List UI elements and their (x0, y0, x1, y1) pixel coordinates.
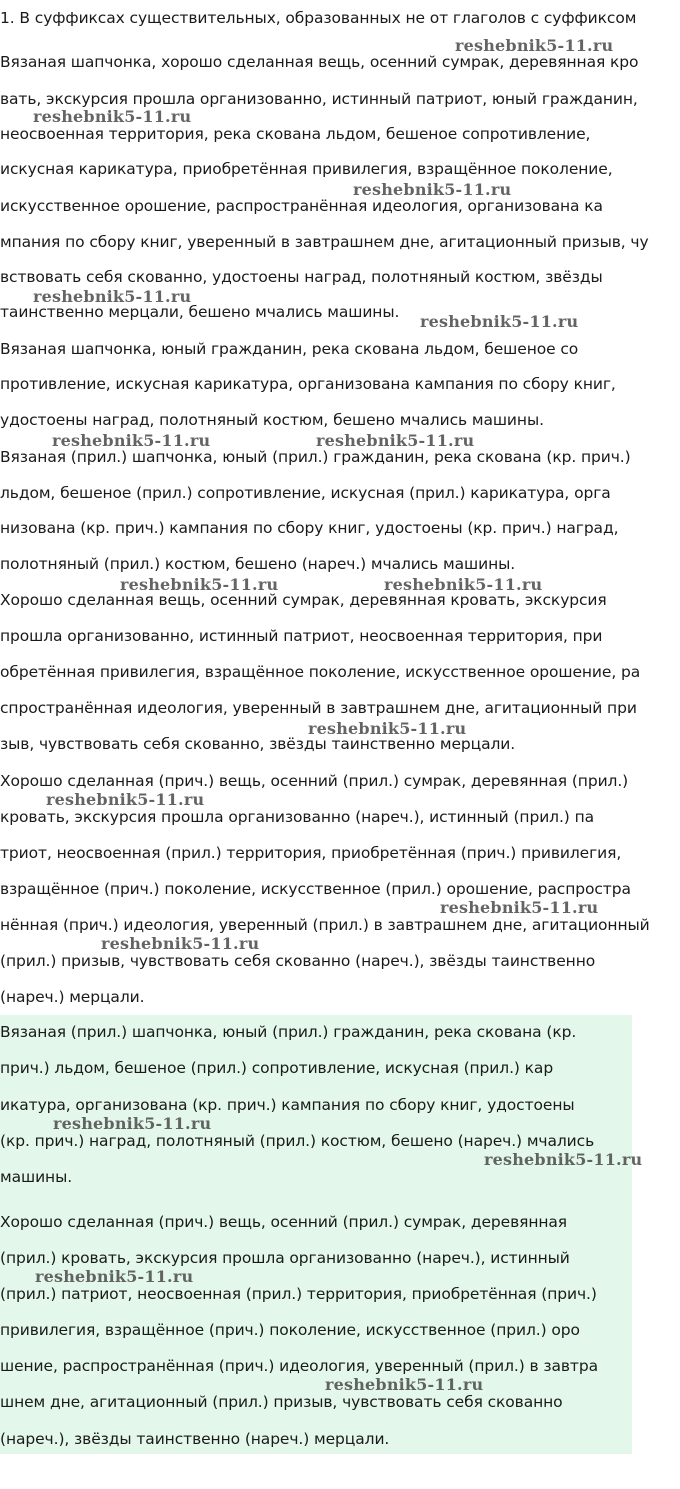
text-line: удостоены наград, полотняный костюм, бешено мчались машины. (0, 411, 544, 429)
answer-line: Хорошо сделанная (прич.) вещь, осенний (прил.) сумрак, деревянная (0, 1213, 568, 1231)
answer-line: икатура, организована (кр. прич.) кампания по сбору книг, удостоены (0, 1096, 575, 1114)
answer-line: машины. (0, 1168, 73, 1186)
text-line: спространённая идеология, уверенный в завтрашнем дне, агитационный при (0, 699, 637, 717)
watermark-text: reshebnik5-11.ru (316, 431, 475, 450)
text-line: мпания по сбору книг, уверенный в завтрашнем дне, агитационный призыв, чу (0, 233, 649, 251)
text-line: таинственно мерцали, бешено мчались машины. (0, 303, 400, 321)
text-line: Вязаная шапчонка, хорошо сделанная вещь, осенний сумрак, деревянная кро (0, 53, 639, 71)
watermark-text: reshebnik5-11.ru (484, 1150, 643, 1169)
text-line: льдом, бешеное (прил.) сопротивление, искусная (прил.) карикатура, орга (0, 484, 611, 502)
answer-highlight-block (0, 1015, 632, 1454)
watermark-text: reshebnik5-11.ru (52, 431, 211, 450)
watermark-text: reshebnik5-11.ru (440, 898, 599, 917)
watermark-text: reshebnik5-11.ru (384, 575, 543, 594)
text-line: Вязаная (прил.) шапчонка, юный (прил.) гражданин, река скована (кр. прич.) (0, 448, 631, 466)
watermark-text: reshebnik5-11.ru (120, 575, 279, 594)
text-line: триот, неосвоенная (прил.) территория, приобретённая (прич.) привилегия, (0, 844, 622, 862)
watermark-text: reshebnik5-11.ru (455, 36, 614, 55)
text-line: Хорошо сделанная (прич.) вещь, осенний (прил.) сумрак, деревянная (прил.) (0, 772, 629, 790)
text-line: Хорошо сделанная вещь, осенний сумрак, деревянная кровать, экскурсия (0, 591, 607, 609)
text-line: неосвоенная территория, река скована льдом, бешеное сопротивление, (0, 125, 591, 143)
answer-line: шение, распространённая (прич.) идеология, уверенный (прил.) в завтра (0, 1357, 598, 1375)
text-line: искусная карикатура, приобретённая привилегия, взращённое поколение, (0, 160, 613, 178)
text-line: вствовать себя скованно, удостоены наград, полотняный костюм, звёзды (0, 268, 603, 286)
answer-line: Вязаная (прил.) шапчонка, юный (прил.) гражданин, река скована (кр. (0, 1023, 577, 1041)
watermark-text: reshebnik5-11.ru (308, 719, 467, 738)
watermark-text: reshebnik5-11.ru (35, 1267, 194, 1286)
watermark-text: reshebnik5-11.ru (353, 180, 512, 199)
watermark-text: reshebnik5-11.ru (325, 1375, 484, 1394)
text-line: нённая (прич.) идеология, уверенный (прил.) в завтрашнем дне, агитационный (0, 916, 650, 934)
text-line: (прил.) призыв, чувствовать себя скованно (нареч.), звёзды таинственно (0, 952, 596, 970)
watermark-text: reshebnik5-11.ru (101, 934, 260, 953)
text-line: взращённое (прич.) поколение, искусственное (прил.) орошение, распростра (0, 880, 631, 898)
text-line: низована (кр. прич.) кампания по сбору книг, удостоены (кр. прич.) наград, (0, 519, 619, 537)
watermark-text: reshebnik5-11.ru (33, 287, 192, 306)
task-title: 1. В суффиксах существительных, образованных не от глаголов с суффиксом (0, 9, 637, 27)
text-line: кровать, экскурсия прошла организованно (нареч.), истинный (прил.) па (0, 808, 595, 826)
text-line: обретённая привилегия, взращённое поколение, искусственное орошение, ра (0, 663, 641, 681)
text-line: противление, искусная карикатура, организована кампания по сбору книг, (0, 375, 616, 393)
watermark-text: reshebnik5-11.ru (46, 790, 205, 809)
text-line: искусственное орошение, распространённая идеология, организована ка (0, 197, 603, 215)
answer-line: привилегия, взращённое (прич.) поколение, искусственное (прил.) оро (0, 1321, 580, 1339)
answer-line: (нареч.), звёзды таинственно (нареч.) мерцали. (0, 1430, 390, 1448)
answer-line: шнем дне, агитационный (прил.) призыв, чувствовать себя скованно (0, 1393, 563, 1411)
answer-line: (прил.) патриот, неосвоенная (прил.) территория, приобретённая (прич.) (0, 1285, 597, 1303)
text-line: зыв, чувствовать себя скованно, звёзды таинственно мерцали. (0, 735, 516, 753)
watermark-text: reshebnik5-11.ru (33, 107, 192, 126)
watermark-text: reshebnik5-11.ru (420, 312, 579, 331)
text-line: вать, экскурсия прошла организованно, истинный патриот, юный гражданин, (0, 90, 638, 108)
watermark-text: reshebnik5-11.ru (53, 1114, 212, 1133)
text-line: полотняный (прил.) костюм, бешено (нареч.) мчались машины. (0, 555, 516, 573)
answer-line: (кр. прич.) наград, полотняный (прил.) костюм, бешено (нареч.) мчались (0, 1132, 595, 1150)
answer-line: (прил.) кровать, экскурсия прошла организованно (нареч.), истинный (0, 1249, 570, 1267)
answer-line: прич.) льдом, бешеное (прил.) сопротивление, искусная (прил.) кар (0, 1059, 554, 1077)
text-line: Вязаная шапчонка, юный гражданин, река скована льдом, бешеное со (0, 340, 579, 358)
text-line: прошла организованно, истинный патриот, неосвоенная территория, при (0, 627, 603, 645)
text-line: (нареч.) мерцали. (0, 988, 145, 1006)
